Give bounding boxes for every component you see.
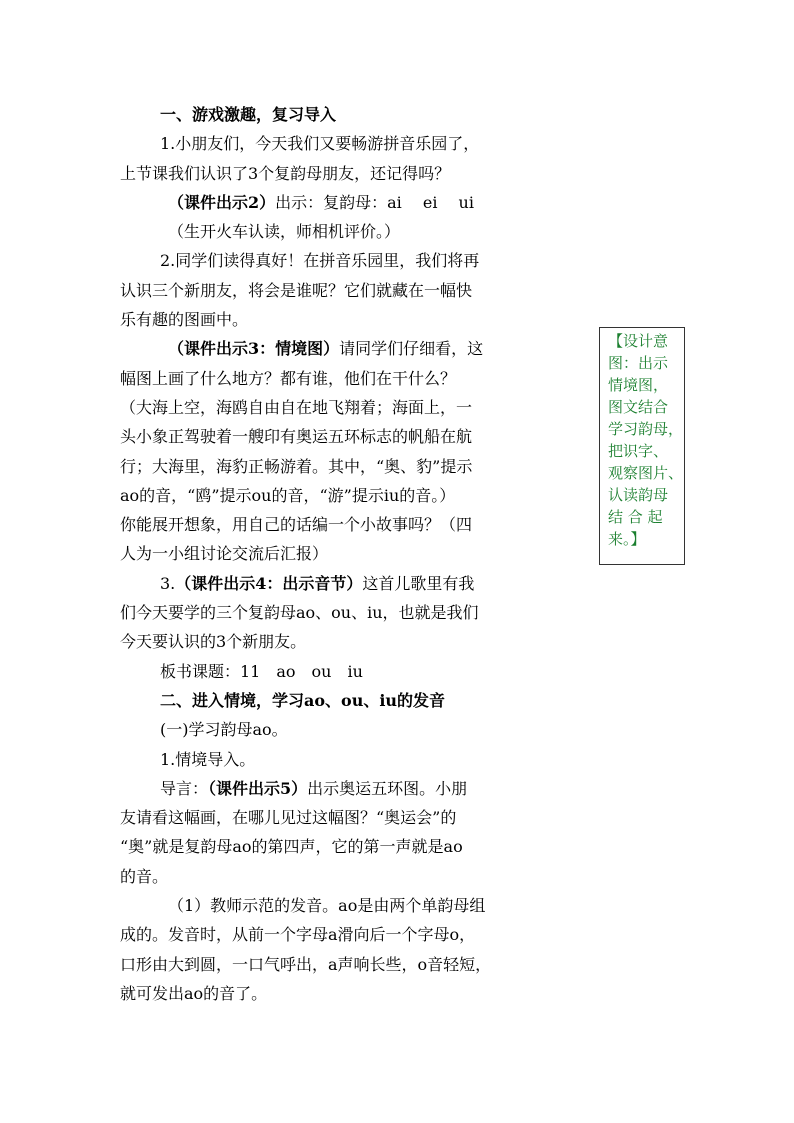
text-line (120, 774, 560, 803)
text-line (120, 832, 560, 861)
text-line (120, 364, 560, 393)
note-line: 把识字、 (608, 442, 669, 460)
note-line: 结 合 起 (608, 508, 663, 526)
plain-text: 乐有趣的图画中。 (120, 310, 249, 330)
plain-text: 成的。发音时，从前一个字母a滑向后一个字母o， (120, 925, 476, 945)
bold-text: （课件出示5） (208, 778, 308, 798)
text-line (120, 334, 560, 363)
text-line (120, 891, 560, 920)
text-line (120, 188, 560, 217)
plain-text: （大海上空，海鸥自由自在地飞翔着；海面上，一 (120, 397, 473, 417)
text-line (120, 305, 560, 334)
note-line: 观察图片、 (608, 464, 684, 482)
text-line (120, 686, 560, 715)
text-line (120, 803, 560, 832)
text-line (120, 657, 560, 686)
plain-text: 们今天要学的三个复韵母ao、ou、iu，也就是我们 (120, 603, 479, 623)
text-line (120, 627, 560, 656)
plain-text: 今天要认识的3个新朋友。 (120, 632, 307, 652)
plain-text: 行；大海里，海豹正畅游着。其中，“奥、豹”提示 (120, 456, 473, 476)
plain-text: （1）教师示范的发音。ao是由两个单韵母组 (168, 896, 486, 916)
plain-text: （生开火车认读，师相机评价。） (168, 222, 401, 242)
note-line: 学习韵母， (608, 420, 684, 438)
plain-text: (一)学习韵母ao。 (160, 720, 288, 740)
text-line (120, 920, 560, 949)
text-line (120, 745, 560, 774)
plain-text: 3. (160, 573, 176, 593)
text-line (120, 715, 560, 744)
bold-text: （课件出示3：情境图） (168, 339, 340, 359)
plain-text: 2.同学们读得真好！在拼音乐园里，我们将再 (160, 251, 480, 271)
plain-text: 这首儿歌里有我 (362, 573, 475, 593)
lesson-body (120, 100, 560, 1008)
text-line (120, 481, 560, 510)
text-line (120, 276, 560, 305)
plain-text: ao的音，“鸥”提示ou的音，“游”提示iu的音。） (120, 485, 456, 505)
plain-text: 导言： (160, 778, 209, 798)
text-line (120, 510, 560, 539)
design-intent-note (599, 327, 685, 565)
plain-text: 幅图上画了什么地方？都有谁，他们在干什么？ (120, 368, 457, 388)
note-line: 图文结合 (608, 398, 669, 416)
note-line: 情境图， (608, 376, 669, 394)
plain-text: 你能展开想象，用自己的话编一个小故事吗？（四 (120, 515, 473, 535)
plain-text: 1.情境导入。 (160, 749, 256, 769)
plain-text: 出示：复韵母：ai ei ui (275, 192, 474, 212)
plain-text: 人为一小组讨论交流后汇报） (120, 544, 329, 564)
plain-text: 口形由大到圆，一口气呼出，a声响长些，o音轻短， (120, 954, 492, 974)
plain-text: “奥”就是复韵母ao的第四声，它的第一声就是ao (120, 837, 463, 857)
plain-text: 上节课我们认识了3个复韵母朋友，还记得吗？ (120, 163, 451, 183)
note-line: 认读韵母 (608, 486, 669, 504)
text-line (120, 862, 560, 891)
plain-text: 就可发出ao的音了。 (120, 983, 268, 1003)
text-line (120, 422, 560, 451)
bold-text: 一、游戏激趣，复习导入 (160, 105, 337, 124)
text-line (120, 979, 560, 1008)
text-line (120, 100, 560, 129)
text-line (120, 246, 560, 275)
plain-text: 请同学们仔细看，这 (339, 339, 484, 359)
plain-text: 1.小朋友们，今天我们又要畅游拼音乐园了， (160, 134, 480, 154)
note-line: 来。】 (608, 530, 646, 548)
plain-text: 的音。 (120, 866, 169, 886)
text-line (120, 452, 560, 481)
bold-text: （课件出示2） (168, 192, 276, 212)
text-line (120, 598, 560, 627)
plain-text: 友请看这幅画，在哪儿见过这幅图？“奥运会”的 (120, 808, 457, 828)
text-line (120, 217, 560, 246)
plain-text: 认识三个新朋友，将会是谁呢？它们就藏在一幅快 (120, 280, 473, 300)
text-line (120, 569, 560, 598)
text-line (120, 129, 560, 158)
note-line: 图：出示 (608, 354, 669, 372)
note-line: 【设计意 (608, 332, 669, 350)
bold-text: （课件出示4：出示音节） (175, 573, 363, 593)
text-line (120, 159, 560, 188)
text-line (120, 539, 560, 568)
plain-text: 出示奥运五环图。小朋 (307, 778, 468, 798)
text-line (120, 393, 560, 422)
plain-text: 板书课题：11 ao ou iu (160, 661, 363, 681)
text-line (120, 950, 560, 979)
plain-text: 头小象正驾驶着一艘印有奥运五环标志的帆船在航 (120, 427, 473, 447)
bold-text: 二、进入情境，学习ao、ou、iu的发音 (160, 690, 446, 710)
